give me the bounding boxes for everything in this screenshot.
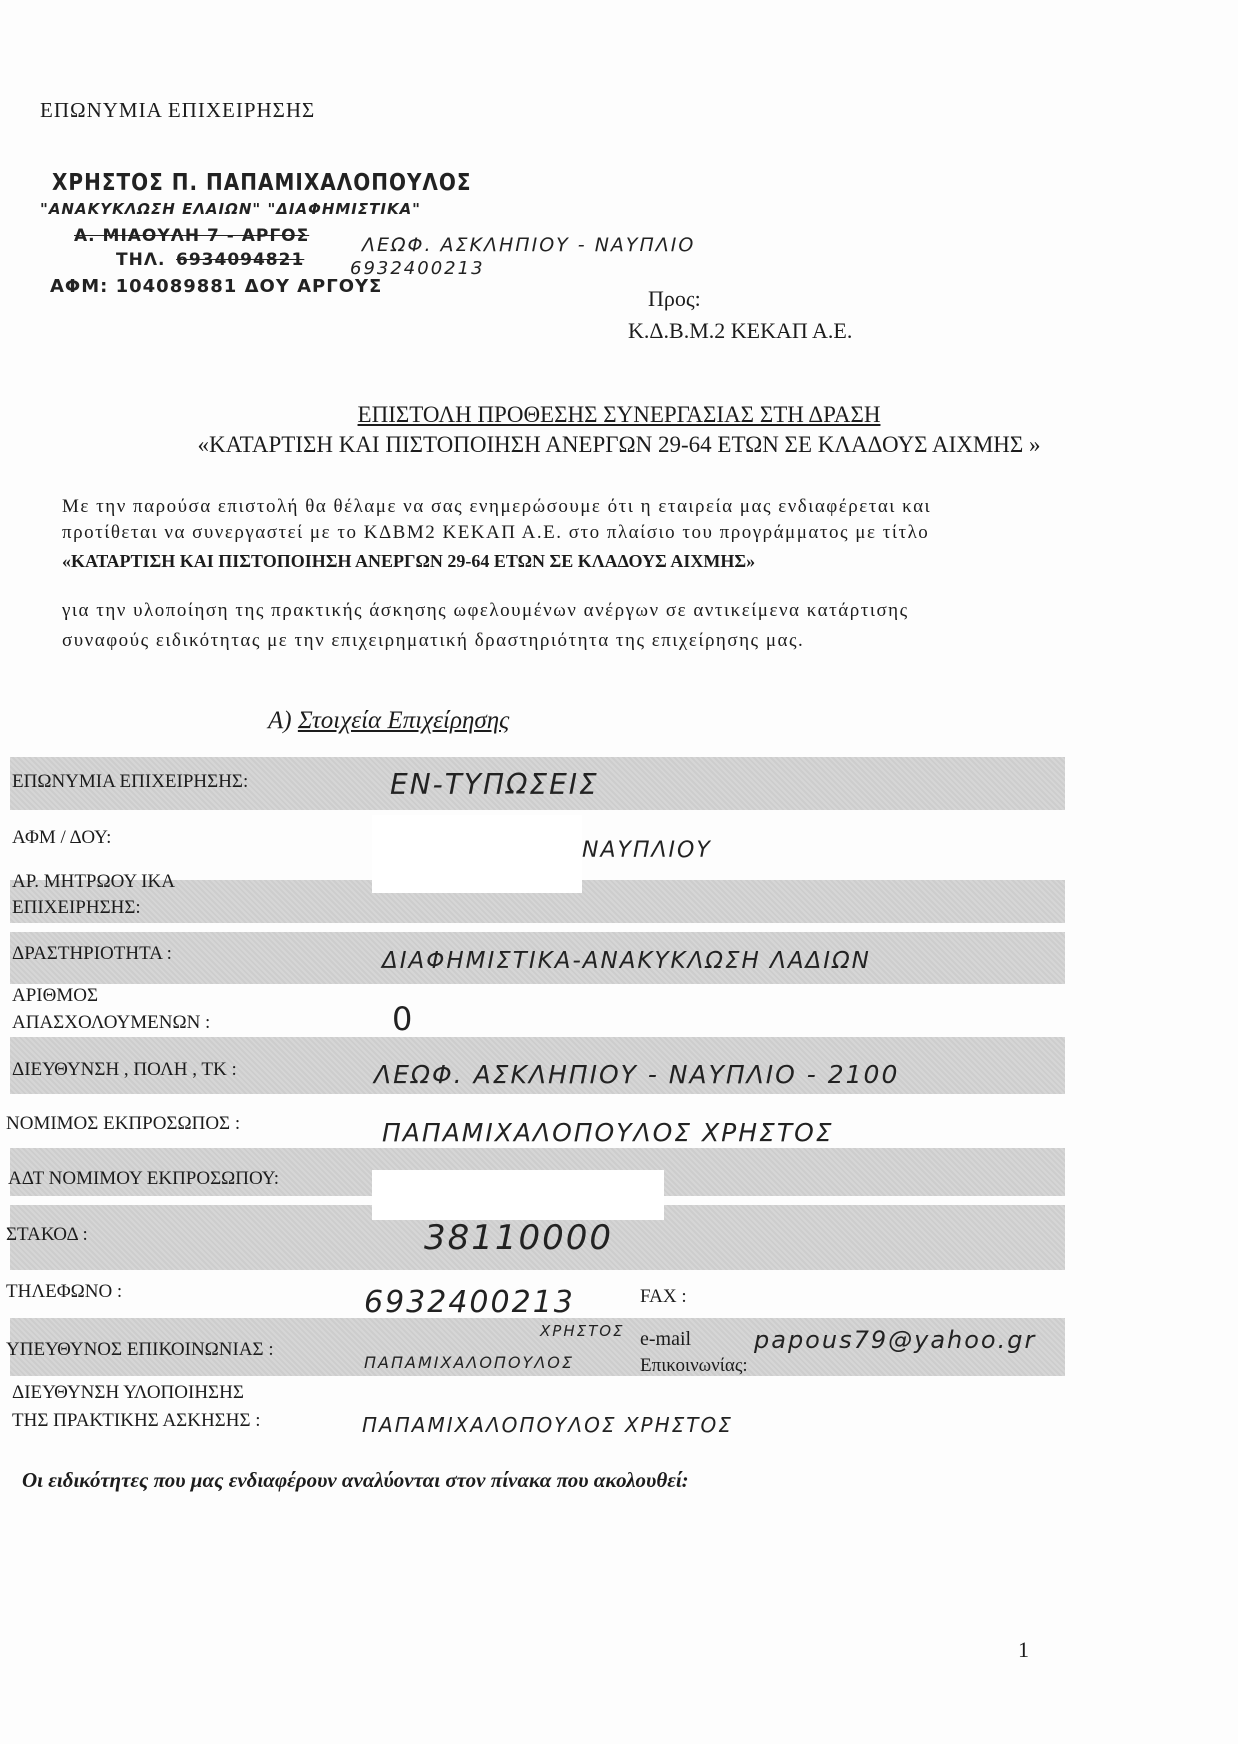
afm-label: ΑΦΜ / ΔΟΥ: [12, 827, 112, 848]
phone-value: 6932400213 [364, 1285, 575, 1320]
address-handwritten: ΛΕΩΦ. ΑΣΚΛΗΠΙΟΥ - ΝΑΥΠΛΙΟ [362, 234, 696, 256]
email-value: papous79@yahoo.gr [754, 1326, 1037, 1354]
redaction-afm [372, 815, 582, 893]
stamp-tel-label: ΤΗΛ. [116, 250, 166, 270]
employees-label-2: ΑΠΑΣΧΟΛΟΥΜΕΝΩΝ : [12, 1012, 211, 1033]
letter-title-line2: «ΚΑΤΑΡΤΙΣΗ ΚΑΙ ΠΙΣΤΟΠΟΙΗΣΗ ΑΝΕΡΓΩΝ 29-64 ΕΤΩΝ ΣΕ ΚΛΑΔΟΥΣ ΑΙΧΜΗΣ » [197, 432, 1041, 457]
phone-label: ΤΗΛΕΦΩΝΟ : [6, 1281, 123, 1302]
tel-handwritten: 6932400213 [350, 258, 485, 279]
body-p1-line3: «ΚΑΤΑΡΤΙΣΗ ΚΑΙ ΠΙΣΤΟΠΟΙΗΣΗ ΑΝΕΡΓΩΝ 29-64 ΕΤΩΝ ΣΕ ΚΛΑΔΟΥΣ ΑΙΧΜΗΣ» [62, 551, 756, 571]
activity-label: ΔΡΑΣΤΗΡΙΟΤΗΤΑ : [12, 943, 172, 964]
body-p2-line2: συναφούς ειδικότητας με την επιχειρηματική δραστηριότητα της επιχείρησης μας. [62, 630, 805, 651]
address-label: ΔΙΕΥΘΥΝΣΗ , ΠΟΛΗ , ΤΚ : [12, 1059, 237, 1080]
section-a-title: Στοιχεία Επιχείρησης [297, 707, 510, 734]
redaction-adt [372, 1170, 664, 1220]
activity-value: ΔΙΑΦΗΜΙΣΤΙΚΑ-ΑΝΑΚΥΚΛΩΣΗ ΛΑΔΙΩΝ [382, 948, 871, 974]
company-name-label: ΕΠΩΝΥΜΙΑ ΕΠΙΧΕΙΡΗΣΗΣ: [12, 771, 249, 792]
page-number: 1 [1018, 1637, 1029, 1662]
employees-value: 0 [392, 1000, 415, 1038]
company-name-heading: ΕΠΩΝΥΜΙΑ ΕΠΙΧΕΙΡΗΣΗΣ [40, 98, 316, 122]
rep-value: ΠΑΠΑΜΙΧΑΛΟΠΟΥΛΟΣ ΧΡΗΣΤΟΣ [382, 1118, 834, 1147]
contact-value-2: ΠΑΠΑΜΙΧΑΛΟΠΟΥΛΟΣ [364, 1353, 574, 1372]
contact-label: ΥΠΕΥΘΥΝΟΣ ΕΠΙΚΟΙΝΩΝΙΑΣ : [6, 1339, 274, 1360]
employees-label-1: ΑΡΙΘΜΟΣ [12, 985, 99, 1006]
adt-label: ΑΔΤ ΝΟΜΙΜΟΥ ΕΚΠΡΟΣΩΠΟΥ: [8, 1168, 280, 1189]
section-a-heading [268, 707, 509, 735]
fax-label: FAX : [640, 1286, 687, 1307]
afm-value: ΝΑΥΠΛΙΟΥ [582, 838, 712, 863]
letter-title-line1: ΕΠΙΣΤΟΛΗ ΠΡΟΘΕΣΗΣ ΣΥΝΕΡΓΑΣΙΑΣ ΣΤΗ ΔΡΑΣΗ [357, 402, 881, 427]
footer-note: Οι ειδικότητες που μας ενδιαφέρουν αναλύονται στον πίνακα που ακολουθεί: [22, 1468, 689, 1492]
stamp-afm: ΑΦΜ: 104089881 ΔΟΥ ΑΡΓΟΥΣ [50, 276, 383, 297]
section-a-prefix: Α) [268, 707, 292, 734]
stamp-name: ΧΡΗΣΤΟΣ Π. ΠΑΠΑΜΙΧΑΛΟΠΟΥΛΟΣ [52, 168, 472, 196]
company-name-value: ΕΝ-ΤΥΠΩΣΕΙΣ [390, 768, 599, 801]
practice-label-2: ΤΗΣ ΠΡΑΚΤΙΚΗΣ ΑΣΚΗΣΗΣ : [12, 1410, 261, 1431]
contact-value-1: ΧΡΗΣΤΟΣ [540, 1322, 625, 1340]
body-p1-line2: προτίθεται να συνεργαστεί με το ΚΔΒΜ2 ΚΕΚΑΠ Α.Ε. στο πλαίσιο του προγράμματος με τίτλο [62, 522, 930, 543]
stakod-value: 38110000 [424, 1218, 614, 1258]
ika-label-2: ΕΠΙΧΕΙΡΗΣΗΣ: [12, 897, 141, 918]
address-value: ΛΕΩΦ. ΑΣΚΛΗΠΙΟΥ - ΝΑΥΠΛΙΟ - 2100 [374, 1060, 900, 1089]
stamp-activity: "ΑΝΑΚΥΚΛΩΣΗ ΕΛΑΙΩΝ" "ΔΙΑΦΗΜΙΣΤΙΚΑ" [40, 200, 421, 218]
ika-label-1: ΑΡ. ΜΗΤΡΩΟΥ ΙΚΑ [12, 871, 175, 892]
stamp-address-struck: Α. ΜΙΑΟΥΛΗ 7 - ΑΡΓΟΣ [74, 226, 310, 246]
stakod-label: ΣΤΑΚΟΔ : [6, 1224, 88, 1245]
recipient-name: Κ.Δ.Β.Μ.2 ΚΕΚΑΠ Α.Ε. [628, 318, 853, 343]
body-p1-line1: Με την παρούσα επιστολή θα θέλαμε να σας ενημερώσουμε ότι η εταιρεία μας ενδιαφέρεται και [62, 496, 932, 517]
recipient-pros: Προς: [648, 286, 701, 311]
practice-value: ΠΑΠΑΜΙΧΑΛΟΠΟΥΛΟΣ ΧΡΗΣΤΟΣ [362, 1413, 733, 1437]
practice-label-1: ΔΙΕΥΘΥΝΣΗ ΥΛΟΠΟΙΗΣΗΣ [12, 1382, 244, 1403]
stamp-tel-struck: 6934094821 [176, 250, 305, 270]
rep-label: ΝΟΜΙΜΟΣ ΕΚΠΡΟΣΩΠΟΣ : [6, 1113, 241, 1134]
email-label-1: e-mail [640, 1328, 692, 1350]
body-p2-line1: για την υλοποίηση της πρακτικής άσκησης ωφελουμένων ανέργων σε αντικείμενα κατάρτισης [62, 600, 909, 621]
email-label-2: Επικοινωνίας: [640, 1355, 748, 1376]
